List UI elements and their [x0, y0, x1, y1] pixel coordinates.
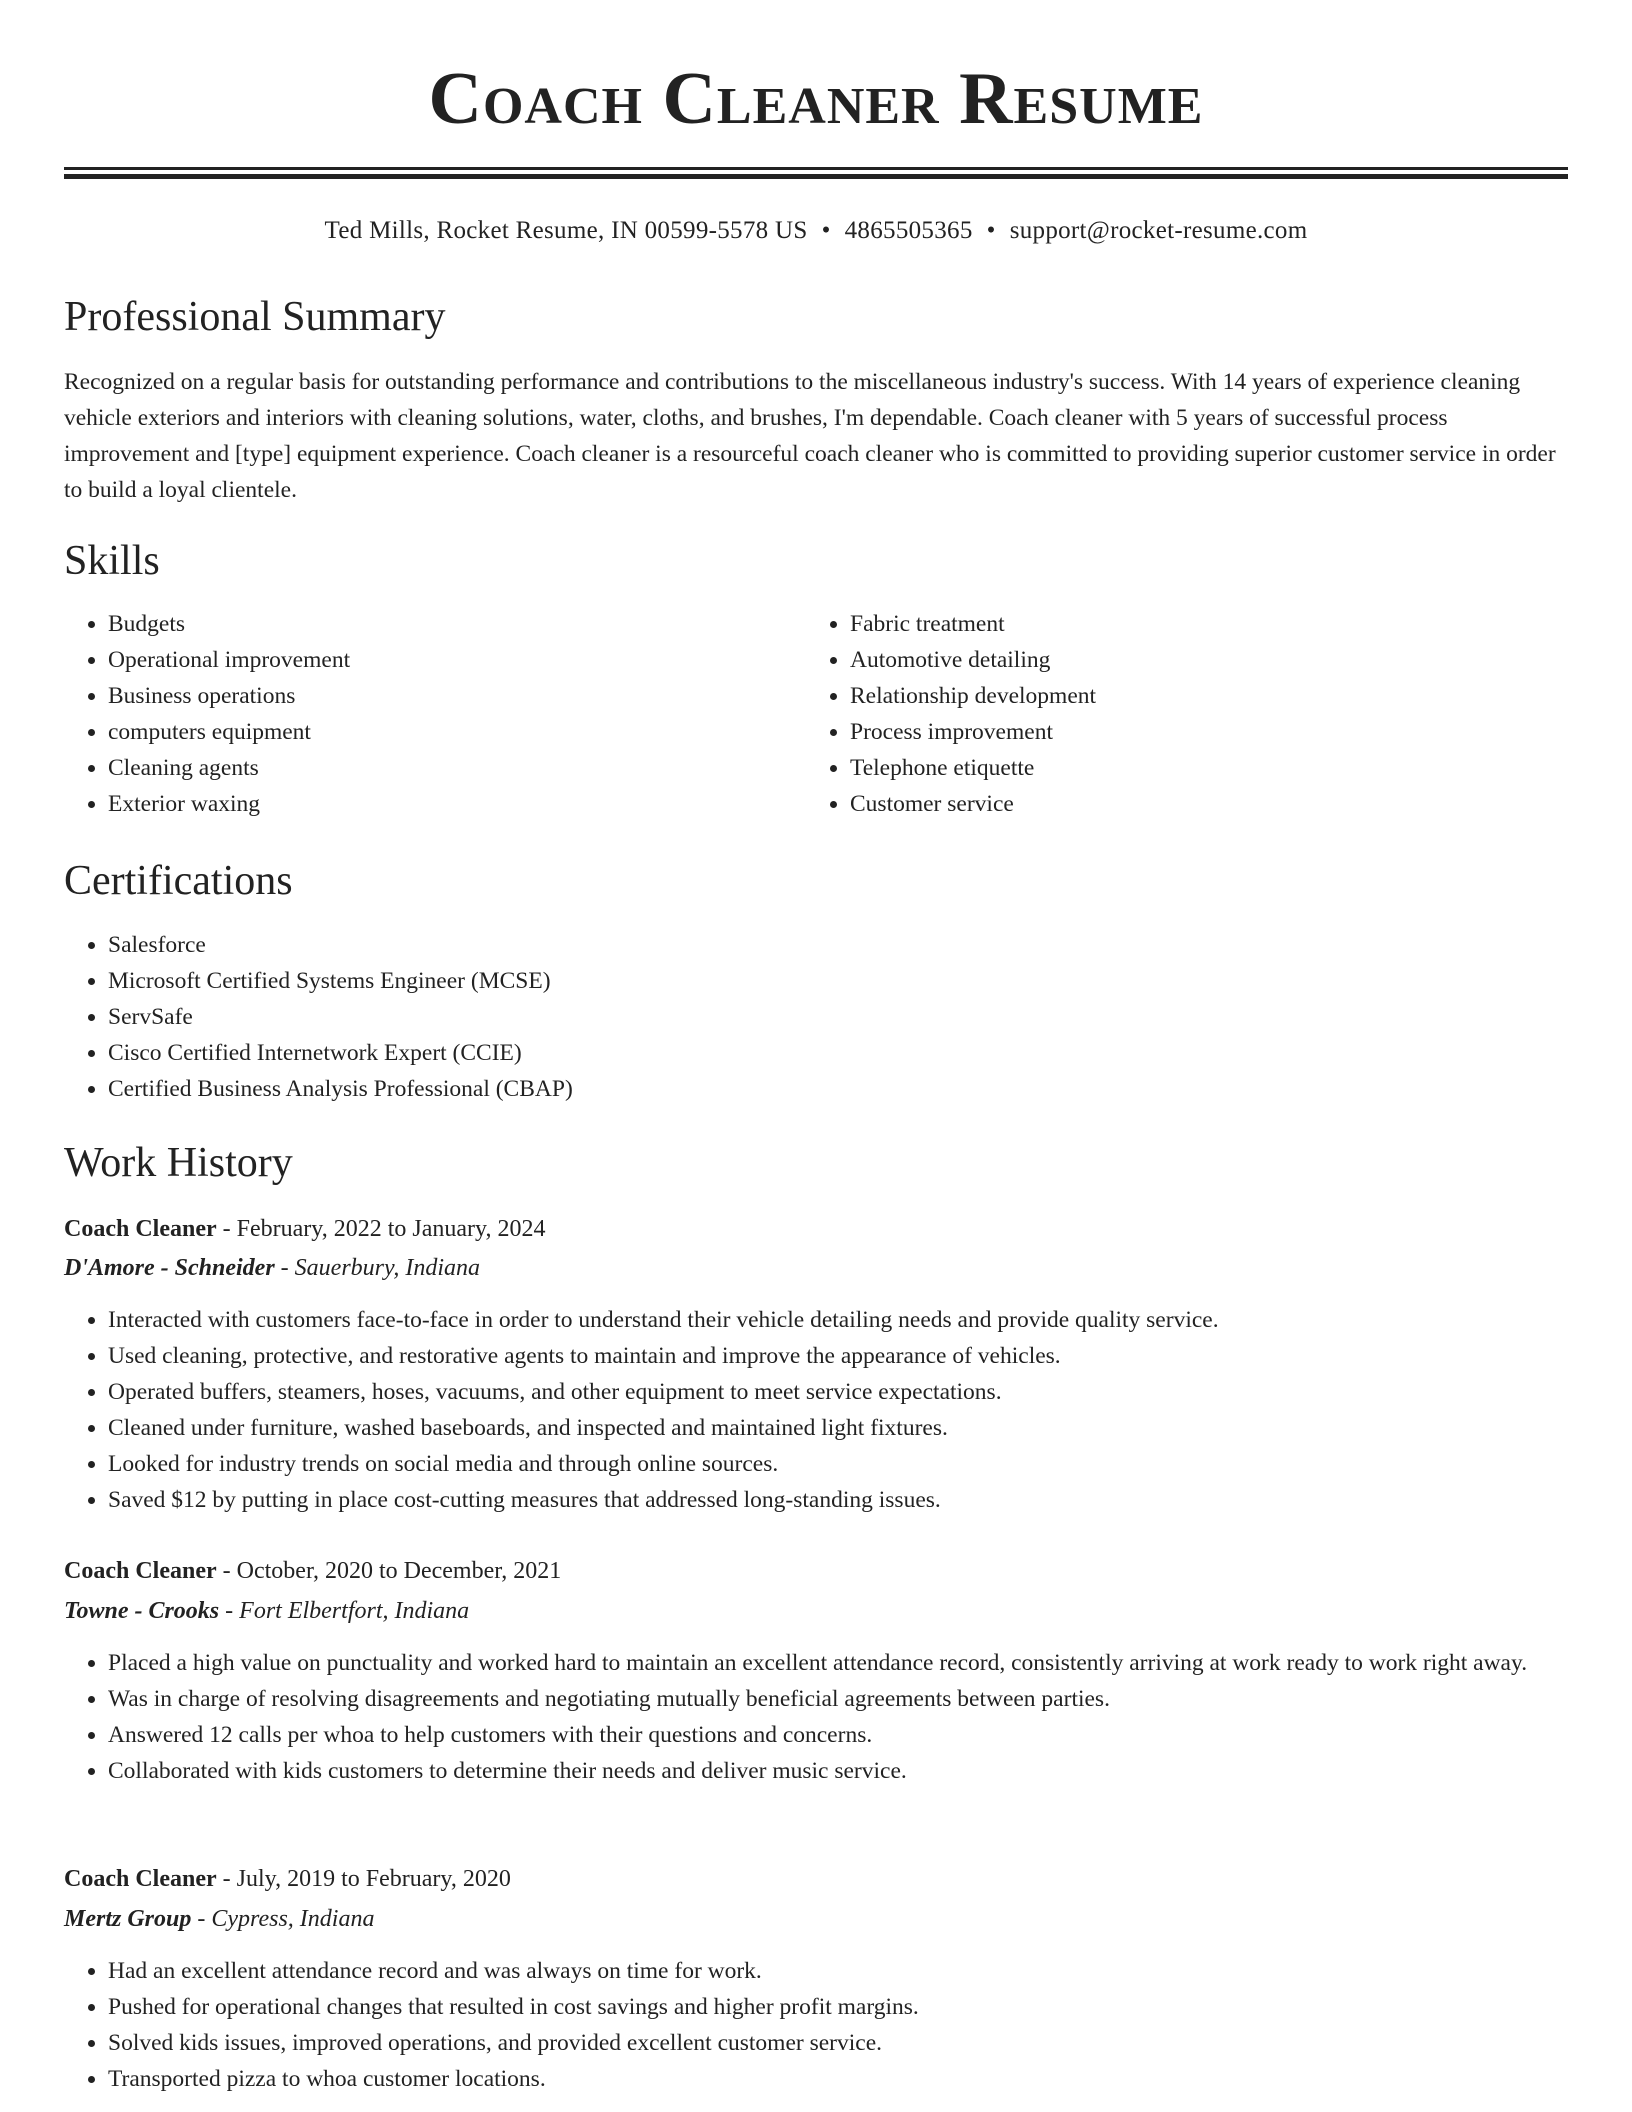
job-bullets: [64, 1953, 1568, 2097]
certifications-heading: Certifications: [64, 858, 293, 904]
skill-item: • Process improvement: [850, 714, 1546, 750]
certification-item: • Microsoft Certified Systems Engineer (MCSE): [108, 963, 1568, 999]
contact-address: Ted Mills, Rocket Resume, IN 00599-5578 US: [324, 217, 808, 244]
certification-item: • Cisco Certified Internetwork Expert (CCIE): [108, 1035, 1568, 1071]
job-dates: October, 2020 to December, 2021: [236, 1558, 562, 1584]
certification-item: • ServSafe: [108, 999, 1568, 1035]
resume-title: Coach Cleaner Resume: [428, 58, 1204, 140]
job-bullet: • Answered 12 calls per whoa to help customers with their questions and concerns.: [108, 1717, 1568, 1753]
contact-email[interactable]: support@rocket-resume.com: [1009, 217, 1308, 244]
skill-item: • Budgets: [108, 606, 804, 642]
job-bullet: • Transported pizza to whoa customer locations.: [108, 2061, 1568, 2097]
contact-line: [64, 213, 1568, 249]
job-bullet: • Solved kids issues, improved operations, and provided excellent customer service.: [108, 2025, 1568, 2061]
skill-item: • Telephone etiquette: [850, 750, 1546, 786]
job-bullet: • Pushed for operational changes that resulted in cost savings and higher profit margins.: [108, 1989, 1568, 2025]
skill-item: • Operational improvement: [108, 642, 804, 678]
job-title-line: Coach Cleaner - July, 2019 to February, 2020: [64, 1866, 511, 1892]
company-location: Sauerbury, Indiana: [294, 1255, 480, 1281]
skill-item: • Automotive detailing: [850, 642, 1546, 678]
certifications-list: [64, 927, 1568, 1107]
job-title-line: Coach Cleaner - February, 2022 to January, 2024: [64, 1216, 546, 1242]
job-bullet: • Operated buffers, steamers, hoses, vacuums, and other equipment to meet service expectations.: [108, 1374, 1568, 1410]
job-bullet: • Was in charge of resolving disagreements and negotiating mutually beneficial agreements between parties.: [108, 1681, 1568, 1717]
company-name: Mertz Group: [64, 1906, 192, 1932]
company-location: Fort Elbertfort, Indiana: [239, 1598, 470, 1624]
skill-item: • computers equipment: [108, 714, 804, 750]
skill-item: • Exterior waxing: [108, 786, 804, 822]
skill-item: • Relationship development: [850, 678, 1546, 714]
job-bullet: • Saved $12 by putting in place cost-cutting measures that addressed long-standing issues.: [108, 1482, 1568, 1518]
job-dates: February, 2022 to January, 2024: [236, 1216, 546, 1242]
company-line: Mertz Group - Cypress, Indiana: [64, 1906, 375, 1932]
work-history-heading: Work History: [64, 1140, 293, 1186]
skill-item: • Business operations: [108, 678, 804, 714]
summary-text: Recognized on a regular basis for outstanding performance and contributions to the miscellaneous industry's success. With 14 years of experience cleaning vehicle exteriors and interiors with cleaning solutions, water, cloths, and brushes, I'm dependable. Coach cleaner with 5 years of successful process improvement and [type] equipment experience. Coach cleaner is a resourceful coach cleaner who is committed to providing superior customer service in order to build a loyal clientele.: [64, 369, 1556, 503]
contact-separator: •: [986, 217, 996, 244]
job-bullet: • Interacted with customers face-to-face in order to understand their vehicle detailing needs and provide quality service.: [108, 1302, 1568, 1338]
company-name: Towne - Crooks: [64, 1598, 220, 1624]
job-bullet: • Had an excellent attendance record and was always on time for work.: [108, 1953, 1568, 1989]
skill-item: • Cleaning agents: [108, 750, 804, 786]
job-bullets: [64, 1645, 1568, 1789]
skills-right-column: [806, 606, 1546, 822]
job-title-line: Coach Cleaner - October, 2020 to December, 2021: [64, 1558, 562, 1584]
job-bullet: • Used cleaning, protective, and restorative agents to maintain and improve the appearance of vehicles.: [108, 1338, 1568, 1374]
summary-heading: Professional Summary: [64, 294, 446, 340]
company-line: Towne - Crooks - Fort Elbertfort, Indiana: [64, 1598, 470, 1624]
company-line: D'Amore - Schneider - Sauerbury, Indiana: [64, 1255, 480, 1281]
resume-page: [64, 0, 1568, 2092]
job-title: Coach Cleaner: [64, 1558, 217, 1584]
company-name: D'Amore - Schneider: [64, 1255, 275, 1281]
certification-item: • Salesforce: [108, 927, 1568, 963]
contact-phone: 4865505365: [844, 217, 973, 244]
job-dates: July, 2019 to February, 2020: [236, 1866, 511, 1892]
job-bullet: • Collaborated with kids customers to determine their needs and deliver music service.: [108, 1753, 1568, 1789]
skill-item: • Fabric treatment: [850, 606, 1546, 642]
skills-left-column: [64, 606, 804, 822]
job-title: Coach Cleaner: [64, 1866, 217, 1892]
certification-item: • Certified Business Analysis Professional (CBAP): [108, 1071, 1568, 1107]
job-bullet: • Looked for industry trends on social media and through online sources.: [108, 1446, 1568, 1482]
job-title: Coach Cleaner: [64, 1216, 217, 1242]
company-location: Cypress, Indiana: [211, 1906, 375, 1932]
job-bullet: • Placed a high value on punctuality and worked hard to maintain an excellent attendance record, consistently arriving at work ready to work right away.: [108, 1645, 1568, 1681]
job-bullets: [64, 1302, 1568, 1518]
skill-item: • Customer service: [850, 786, 1546, 822]
contact-separator: •: [821, 217, 831, 244]
skills-heading: Skills: [64, 538, 160, 584]
job-bullet: • Cleaned under furniture, washed baseboards, and inspected and maintained light fixtures.: [108, 1410, 1568, 1446]
title-rule-top: [64, 167, 1568, 170]
title-rule-bottom: [64, 174, 1568, 179]
